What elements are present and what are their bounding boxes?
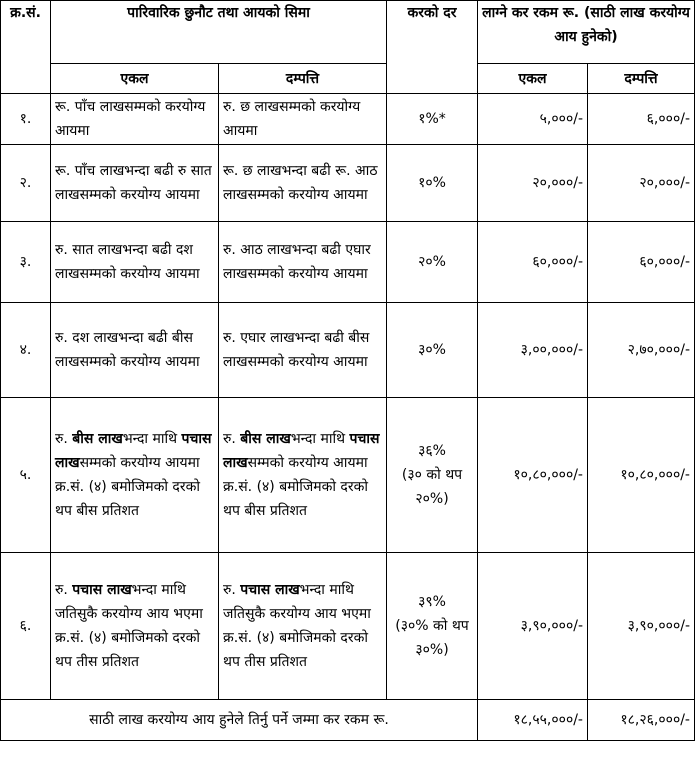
couple-limit-cell: रु. छ लाखसम्मको करयोग्य आयमा	[219, 94, 387, 145]
rate-main: ३९%	[418, 594, 446, 610]
amount-single-cell: ३,९०,०००/-	[478, 553, 588, 700]
bold-amount: पचास लाख	[55, 431, 212, 471]
header-row	[1, 1, 695, 64]
rate-note: (३०% को थप ३०%)	[395, 618, 469, 658]
subheader-row	[1, 64, 695, 94]
rate-note: (३० को थप २०%)	[401, 467, 463, 507]
single-limit-cell	[51, 553, 219, 700]
tax-amount-header: लाग्ने कर रकम रू. (साठी लाख करयोग्य आय हुनेको)	[478, 1, 695, 64]
table-row	[1, 303, 695, 398]
couple-limit-cell: रु. एघार लाखभन्दा बढी बीस लाखसम्मको करयोग्य आयमा	[219, 303, 387, 398]
text-part: रु.	[55, 431, 73, 447]
total-label: साठी लाख करयोग्य आय हुनेले तिर्नु पर्ने जम्मा कर रकम रू.	[1, 700, 478, 741]
serial-cell: १.	[1, 94, 51, 145]
bold-amount: बीस लाख	[72, 431, 123, 447]
amount-couple-cell: १०,८०,०००/-	[588, 398, 695, 553]
single-limit-cell: रू. पाँच लाखभन्दा बढी रु सात लाखसम्मको करयोग्य आयमा	[51, 145, 219, 222]
couple-limit-cell: रू. छ लाखभन्दा बढी रू. आठ लाखसम्मको करयोग्य आयमा	[219, 145, 387, 222]
amount-couple-cell: ६०,०००/-	[588, 222, 695, 303]
serial-cell: ५.	[1, 398, 51, 553]
table-row	[1, 222, 695, 303]
amount-single-header: एकल	[478, 64, 588, 94]
serial-header: क्र.सं.	[1, 1, 51, 94]
text-part: भन्दा माथि	[290, 431, 350, 447]
single-limit-cell: रू. पाँच लाखसम्मको करयोग्य आयमा	[51, 94, 219, 145]
text-part: सम्मको करयोग्य आयमा क्र.सं. (४) बमोजिमको दरको थप बीस प्रतिशत	[55, 455, 200, 519]
couple-limit-cell: रु. आठ लाखभन्दा बढी एघार लाखसम्मको करयोग्य आयमा	[219, 222, 387, 303]
total-amount-single: १८,५५,०००/-	[478, 700, 588, 741]
table-row	[1, 145, 695, 222]
total-row	[1, 700, 695, 741]
amount-single-cell: १०,८०,०००/-	[478, 398, 588, 553]
text-part: भन्दा माथि	[122, 431, 182, 447]
text-part: भन्दा माथि जतिसुकै करयोग्य आय भएमा क्र.सं. (४) बमोजिमको दरको थप तीस प्रतिशत	[55, 582, 203, 670]
rate-cell: ३०%	[387, 303, 478, 398]
single-limit-cell: रु. दश लाखभन्दा बढी बीस लाखसम्मको करयोग्य आयमा	[51, 303, 219, 398]
serial-cell: ४.	[1, 303, 51, 398]
table-row	[1, 553, 695, 700]
table-row	[1, 398, 695, 553]
text-part: सम्मको करयोग्य आयमा क्र.सं. (४) बमोजिमको दरको थप बीस प्रतिशत	[223, 455, 368, 519]
income-limit-header: पारिवारिक छुनौट तथा आयको सिमा	[51, 1, 387, 64]
amount-couple-cell: ३,९०,०००/-	[588, 553, 695, 700]
single-limit-cell: रु. सात लाखभन्दा बढी दश लाखसम्मको करयोग्य आयमा	[51, 222, 219, 303]
amount-couple-header: दम्पत्ति	[588, 64, 695, 94]
single-header: एकल	[51, 64, 219, 94]
rate-cell: २०%	[387, 222, 478, 303]
table-row	[1, 94, 695, 145]
amount-couple-cell: २०,०००/-	[588, 145, 695, 222]
amount-couple-cell: २,७०,०००/-	[588, 303, 695, 398]
rate-cell	[387, 553, 478, 700]
tax-rate-header: करको दर	[387, 1, 478, 94]
rate-cell: १%*	[387, 94, 478, 145]
amount-single-cell: २०,०००/-	[478, 145, 588, 222]
rate-cell: १०%	[387, 145, 478, 222]
couple-limit-cell	[219, 553, 387, 700]
bold-amount: बीस लाख	[240, 431, 291, 447]
amount-single-cell: ५,०००/-	[478, 94, 588, 145]
amount-single-cell: ३,००,०००/-	[478, 303, 588, 398]
text-part: रु.	[223, 582, 241, 598]
amount-couple-cell: ६,०००/-	[588, 94, 695, 145]
text-part: रु.	[223, 431, 241, 447]
serial-cell: ३.	[1, 222, 51, 303]
rate-cell	[387, 398, 478, 553]
bold-amount: पचास लाख	[223, 431, 380, 471]
text-part: रु.	[55, 582, 73, 598]
bold-amount: पचास लाख	[72, 582, 132, 598]
couple-header: दम्पत्ति	[219, 64, 387, 94]
serial-cell: २.	[1, 145, 51, 222]
bold-amount: पचास लाख	[240, 582, 300, 598]
total-amount-couple: १८,२६,०००/-	[588, 700, 695, 741]
amount-single-cell: ६०,०००/-	[478, 222, 588, 303]
serial-cell: ६.	[1, 553, 51, 700]
rate-main: ३६%	[418, 443, 446, 459]
couple-limit-cell	[219, 398, 387, 553]
single-limit-cell	[51, 398, 219, 553]
text-part: भन्दा माथि जतिसुकै करयोग्य आय भएमा क्र.सं. (४) बमोजिमको दरको थप तीस प्रतिशत	[223, 582, 371, 670]
